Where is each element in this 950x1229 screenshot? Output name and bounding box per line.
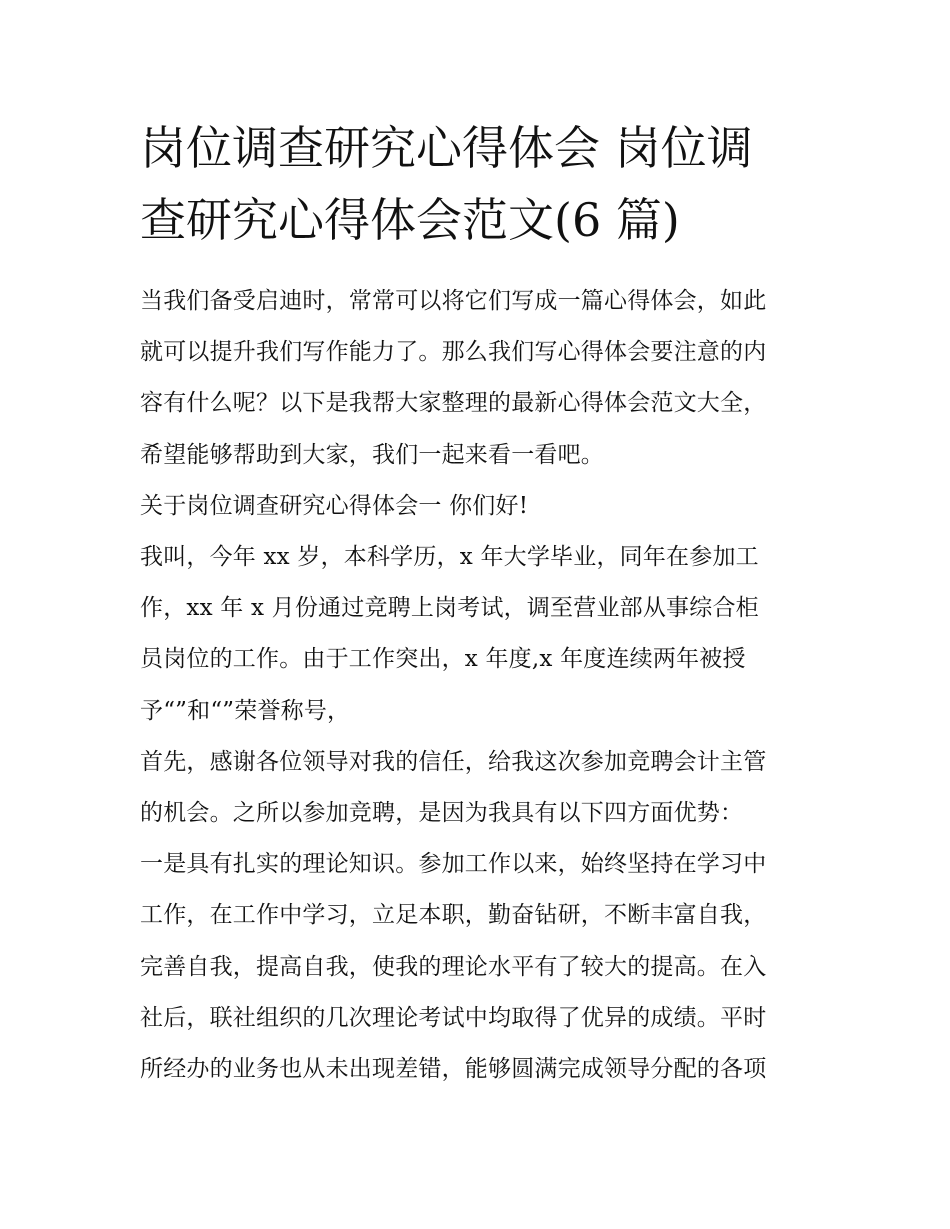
document-title (140, 112, 820, 256)
title-line: 岗位调查研究心得体会 岗位调 (140, 121, 753, 175)
body-line: 的机会。之所以参加竞聘，是因为我具有以下四方面优势： (140, 800, 744, 827)
body-line: 一是具有扎实的理论知识。参加工作以来，始终坚持在学习中 (140, 851, 767, 878)
body-line: 希望能够帮助到大家，我们一起来看一看吧。 (140, 441, 604, 468)
body-line: 首先，感谢各位领导对我的信任，给我这次参加竞聘会计主管 (140, 748, 767, 775)
body-line: 工作，在工作中学习，立足本职，勤奋钻研，不断丰富自我， (140, 902, 767, 929)
body-line: 当我们备受启迪时，常常可以将它们写成一篇心得体会，如此 (140, 288, 767, 314)
body-line: 完善自我，提高自我，使我的理论水平有了较大的提高。在入 (140, 953, 767, 980)
body-line: 社后，联社组织的几次理论考试中均取得了优异的成绩。平时 (140, 1004, 767, 1031)
body-line: 就可以提升我们写作能力了。那么我们写心得体会要注意的内 (140, 339, 767, 366)
section-heading: 关于岗位调查研究心得体会一 你们好! (140, 492, 529, 519)
body-line: 所经办的业务也从未出现差错，能够圆满完成领导分配的各项 (140, 1056, 767, 1083)
body-line: 容有什么呢？以下是我帮大家整理的最新心得体会范文大全， (140, 390, 767, 417)
title-line: 查研究心得体会范文(6 篇) (140, 193, 680, 247)
body-line: 我叫，今年 xx 岁，本科学历，x 年大学毕业，同年在参加工 (140, 544, 759, 571)
body-line: 员岗位的工作。由于工作突出，x 年度,x 年度连续两年被授 (140, 646, 746, 673)
body-line: 予“”和“”荣誉称号， (140, 697, 351, 724)
document-body (140, 276, 820, 1095)
body-line: 作，xx 年 x 月份通过竞聘上岗考试，调至营业部从事综合柜 (140, 595, 759, 622)
